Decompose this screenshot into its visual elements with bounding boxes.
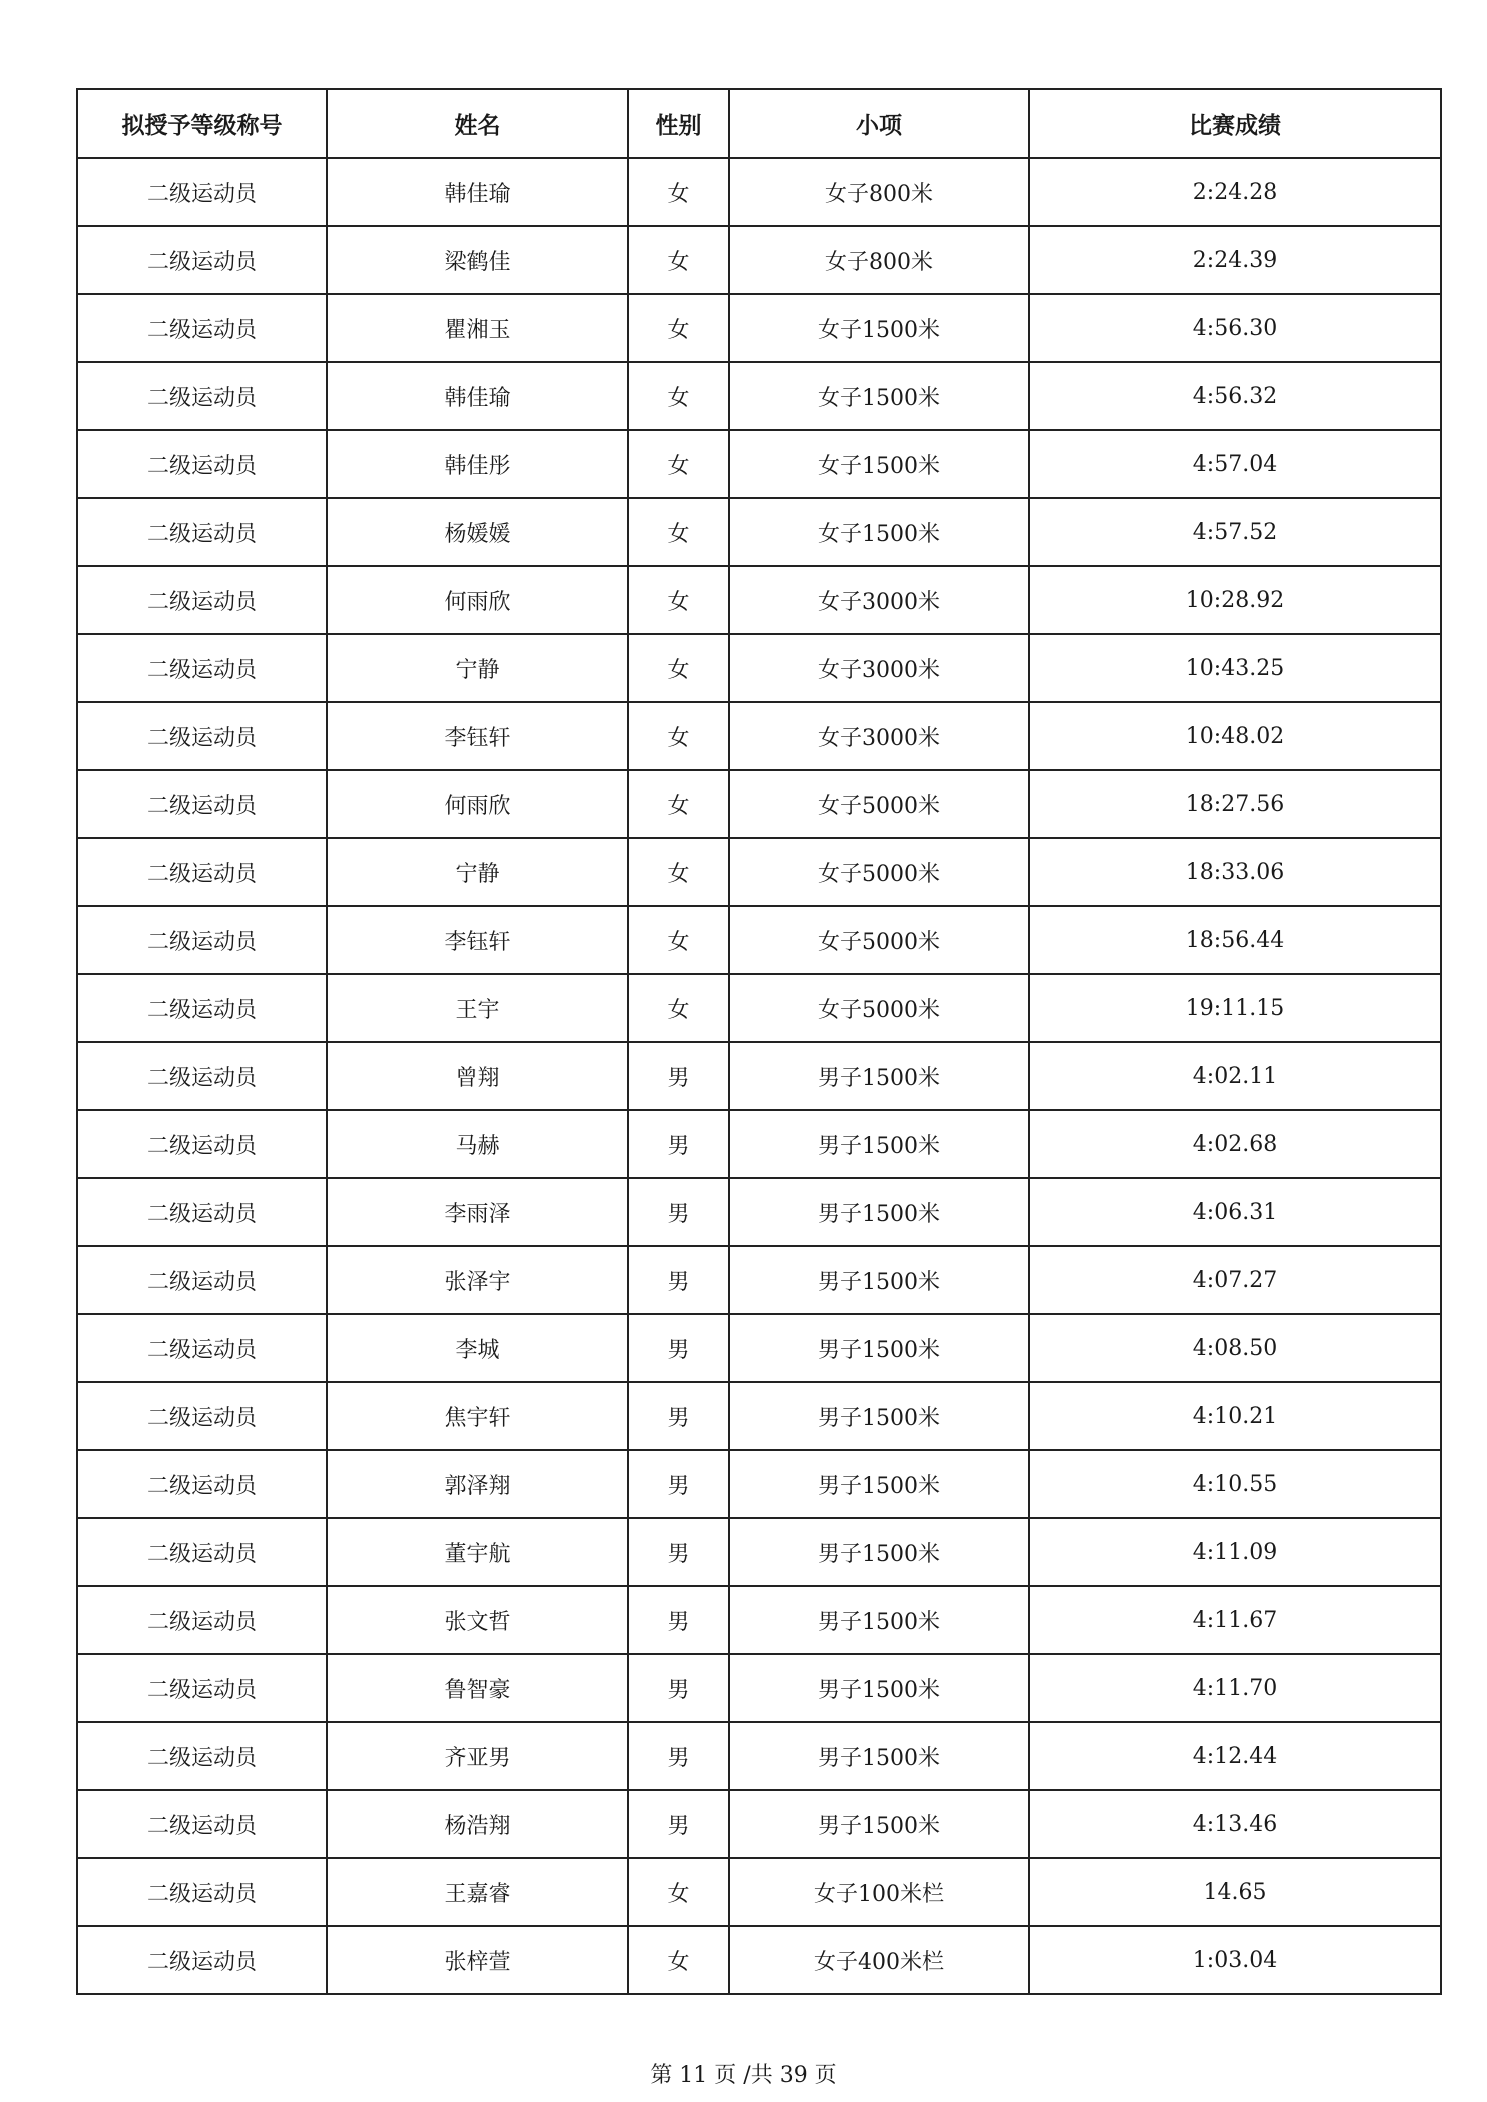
cell-event: 男子1500米 — [729, 1790, 1029, 1858]
table-row — [77, 498, 1441, 566]
cell-name: 李钰轩 — [327, 906, 628, 974]
cell-name: 曾翔 — [327, 1042, 628, 1110]
cell-event: 男子1500米 — [729, 1246, 1029, 1314]
cell-result: 4:10.55 — [1029, 1450, 1441, 1518]
cell-grade-title: 二级运动员 — [77, 158, 327, 226]
cell-grade-title: 二级运动员 — [77, 1790, 327, 1858]
cell-name: 杨媛媛 — [327, 498, 628, 566]
cell-event: 女子5000米 — [729, 838, 1029, 906]
cell-result: 19:11.15 — [1029, 974, 1441, 1042]
cell-grade-title: 二级运动员 — [77, 634, 327, 702]
table-body — [77, 158, 1441, 1994]
table-row — [77, 566, 1441, 634]
header-result: 比赛成绩 — [1029, 89, 1441, 158]
cell-grade-title: 二级运动员 — [77, 974, 327, 1042]
cell-result: 18:33.06 — [1029, 838, 1441, 906]
cell-name: 韩佳瑜 — [327, 158, 628, 226]
cell-gender: 女 — [628, 906, 729, 974]
cell-gender: 女 — [628, 634, 729, 702]
table-row — [77, 1790, 1441, 1858]
cell-event: 男子1500米 — [729, 1110, 1029, 1178]
cell-grade-title: 二级运动员 — [77, 1654, 327, 1722]
cell-grade-title: 二级运动员 — [77, 430, 327, 498]
cell-name: 鲁智豪 — [327, 1654, 628, 1722]
cell-name: 郭泽翔 — [327, 1450, 628, 1518]
cell-name: 杨浩翔 — [327, 1790, 628, 1858]
table-row — [77, 1858, 1441, 1926]
cell-name: 何雨欣 — [327, 770, 628, 838]
page-number: 第 11 页 /共 39 页 — [650, 2063, 837, 2088]
cell-event: 男子1500米 — [729, 1042, 1029, 1110]
cell-gender: 男 — [628, 1246, 729, 1314]
cell-grade-title: 二级运动员 — [77, 1178, 327, 1246]
cell-name: 马赫 — [327, 1110, 628, 1178]
cell-grade-title: 二级运动员 — [77, 1246, 327, 1314]
cell-gender: 女 — [628, 158, 729, 226]
header-row — [77, 89, 1441, 158]
cell-gender: 女 — [628, 430, 729, 498]
table-row — [77, 362, 1441, 430]
cell-event: 男子1500米 — [729, 1178, 1029, 1246]
cell-grade-title: 二级运动员 — [77, 1314, 327, 1382]
table-row — [77, 906, 1441, 974]
cell-grade-title: 二级运动员 — [77, 1042, 327, 1110]
cell-result: 18:27.56 — [1029, 770, 1441, 838]
cell-result: 4:57.04 — [1029, 430, 1441, 498]
cell-gender: 女 — [628, 1926, 729, 1994]
cell-grade-title: 二级运动员 — [77, 702, 327, 770]
cell-grade-title: 二级运动员 — [77, 1858, 327, 1926]
cell-result: 4:07.27 — [1029, 1246, 1441, 1314]
table-row — [77, 1654, 1441, 1722]
table-row — [77, 1246, 1441, 1314]
cell-result: 4:10.21 — [1029, 1382, 1441, 1450]
cell-event: 男子1500米 — [729, 1382, 1029, 1450]
athlete-results-table — [76, 88, 1442, 1995]
cell-gender: 女 — [628, 770, 729, 838]
cell-event: 女子3000米 — [729, 702, 1029, 770]
cell-gender: 男 — [628, 1654, 729, 1722]
cell-gender: 女 — [628, 498, 729, 566]
cell-grade-title: 二级运动员 — [77, 1926, 327, 1994]
cell-gender: 女 — [628, 702, 729, 770]
table-row — [77, 974, 1441, 1042]
cell-gender: 女 — [628, 362, 729, 430]
cell-event: 女子800米 — [729, 158, 1029, 226]
cell-result: 4:11.67 — [1029, 1586, 1441, 1654]
cell-gender: 女 — [628, 226, 729, 294]
cell-name: 齐亚男 — [327, 1722, 628, 1790]
cell-gender: 女 — [628, 974, 729, 1042]
cell-event: 男子1500米 — [729, 1722, 1029, 1790]
table-row — [77, 1042, 1441, 1110]
table-row — [77, 226, 1441, 294]
cell-grade-title: 二级运动员 — [77, 838, 327, 906]
table-row — [77, 634, 1441, 702]
cell-result: 4:13.46 — [1029, 1790, 1441, 1858]
header-name: 姓名 — [327, 89, 628, 158]
cell-grade-title: 二级运动员 — [77, 362, 327, 430]
cell-event: 女子400米栏 — [729, 1926, 1029, 1994]
table-row — [77, 294, 1441, 362]
cell-name: 梁鹤佳 — [327, 226, 628, 294]
table-row — [77, 1722, 1441, 1790]
cell-gender: 男 — [628, 1790, 729, 1858]
cell-event: 男子1500米 — [729, 1654, 1029, 1722]
table-row — [77, 838, 1441, 906]
cell-result: 4:06.31 — [1029, 1178, 1441, 1246]
cell-name: 李钰轩 — [327, 702, 628, 770]
table-row — [77, 1926, 1441, 1994]
table-row — [77, 158, 1441, 226]
cell-name: 韩佳瑜 — [327, 362, 628, 430]
cell-grade-title: 二级运动员 — [77, 1110, 327, 1178]
cell-grade-title: 二级运动员 — [77, 566, 327, 634]
cell-result: 4:11.70 — [1029, 1654, 1441, 1722]
cell-grade-title: 二级运动员 — [77, 1450, 327, 1518]
cell-result: 4:57.52 — [1029, 498, 1441, 566]
cell-event: 男子1500米 — [729, 1450, 1029, 1518]
cell-name: 瞿湘玉 — [327, 294, 628, 362]
cell-event: 男子1500米 — [729, 1518, 1029, 1586]
cell-gender: 男 — [628, 1450, 729, 1518]
cell-result: 4:02.68 — [1029, 1110, 1441, 1178]
cell-event: 女子800米 — [729, 226, 1029, 294]
cell-result: 2:24.28 — [1029, 158, 1441, 226]
cell-gender: 男 — [628, 1586, 729, 1654]
cell-result: 10:48.02 — [1029, 702, 1441, 770]
cell-name: 董宇航 — [327, 1518, 628, 1586]
cell-grade-title: 二级运动员 — [77, 1722, 327, 1790]
cell-event: 女子3000米 — [729, 634, 1029, 702]
cell-grade-title: 二级运动员 — [77, 906, 327, 974]
cell-gender: 男 — [628, 1314, 729, 1382]
cell-result: 2:24.39 — [1029, 226, 1441, 294]
cell-event: 女子1500米 — [729, 362, 1029, 430]
cell-result: 4:56.32 — [1029, 362, 1441, 430]
cell-result: 1:03.04 — [1029, 1926, 1441, 1994]
cell-grade-title: 二级运动员 — [77, 770, 327, 838]
table-row — [77, 1450, 1441, 1518]
cell-grade-title: 二级运动员 — [77, 498, 327, 566]
cell-event: 女子5000米 — [729, 770, 1029, 838]
table-row — [77, 1382, 1441, 1450]
cell-result: 4:12.44 — [1029, 1722, 1441, 1790]
header-event: 小项 — [729, 89, 1029, 158]
cell-event: 男子1500米 — [729, 1586, 1029, 1654]
cell-name: 宁静 — [327, 838, 628, 906]
cell-grade-title: 二级运动员 — [77, 226, 327, 294]
cell-event: 女子5000米 — [729, 974, 1029, 1042]
cell-result: 14.65 — [1029, 1858, 1441, 1926]
cell-result: 4:56.30 — [1029, 294, 1441, 362]
cell-gender: 女 — [628, 294, 729, 362]
header-grade-title: 拟授予等级称号 — [77, 89, 327, 158]
table-row — [77, 430, 1441, 498]
cell-gender: 男 — [628, 1722, 729, 1790]
table-row — [77, 1178, 1441, 1246]
cell-event: 女子5000米 — [729, 906, 1029, 974]
cell-result: 10:28.92 — [1029, 566, 1441, 634]
cell-name: 韩佳彤 — [327, 430, 628, 498]
table-row — [77, 1110, 1441, 1178]
table-header — [77, 89, 1441, 158]
cell-gender: 男 — [628, 1178, 729, 1246]
cell-name: 王宇 — [327, 974, 628, 1042]
cell-result: 4:11.09 — [1029, 1518, 1441, 1586]
cell-event: 女子1500米 — [729, 294, 1029, 362]
cell-name: 王嘉睿 — [327, 1858, 628, 1926]
cell-gender: 男 — [628, 1042, 729, 1110]
cell-event: 女子1500米 — [729, 498, 1029, 566]
cell-name: 张泽宇 — [327, 1246, 628, 1314]
cell-event: 女子1500米 — [729, 430, 1029, 498]
cell-event: 男子1500米 — [729, 1314, 1029, 1382]
cell-name: 李城 — [327, 1314, 628, 1382]
cell-grade-title: 二级运动员 — [77, 1586, 327, 1654]
cell-grade-title: 二级运动员 — [77, 294, 327, 362]
cell-gender: 男 — [628, 1110, 729, 1178]
cell-name: 张文哲 — [327, 1586, 628, 1654]
cell-name: 张梓萱 — [327, 1926, 628, 1994]
cell-event: 女子100米栏 — [729, 1858, 1029, 1926]
cell-result: 18:56.44 — [1029, 906, 1441, 974]
cell-event: 女子3000米 — [729, 566, 1029, 634]
cell-grade-title: 二级运动员 — [77, 1382, 327, 1450]
cell-result: 4:02.11 — [1029, 1042, 1441, 1110]
cell-name: 李雨泽 — [327, 1178, 628, 1246]
table-row — [77, 1314, 1441, 1382]
cell-gender: 女 — [628, 566, 729, 634]
table-row — [77, 1518, 1441, 1586]
cell-name: 焦宇轩 — [327, 1382, 628, 1450]
header-gender: 性别 — [628, 89, 729, 158]
cell-gender: 男 — [628, 1518, 729, 1586]
cell-name: 宁静 — [327, 634, 628, 702]
cell-name: 何雨欣 — [327, 566, 628, 634]
table-row — [77, 1586, 1441, 1654]
cell-result: 4:08.50 — [1029, 1314, 1441, 1382]
table-row — [77, 702, 1441, 770]
table-row — [77, 770, 1441, 838]
cell-gender: 男 — [628, 1382, 729, 1450]
cell-gender: 女 — [628, 1858, 729, 1926]
cell-grade-title: 二级运动员 — [77, 1518, 327, 1586]
cell-result: 10:43.25 — [1029, 634, 1441, 702]
cell-gender: 女 — [628, 838, 729, 906]
